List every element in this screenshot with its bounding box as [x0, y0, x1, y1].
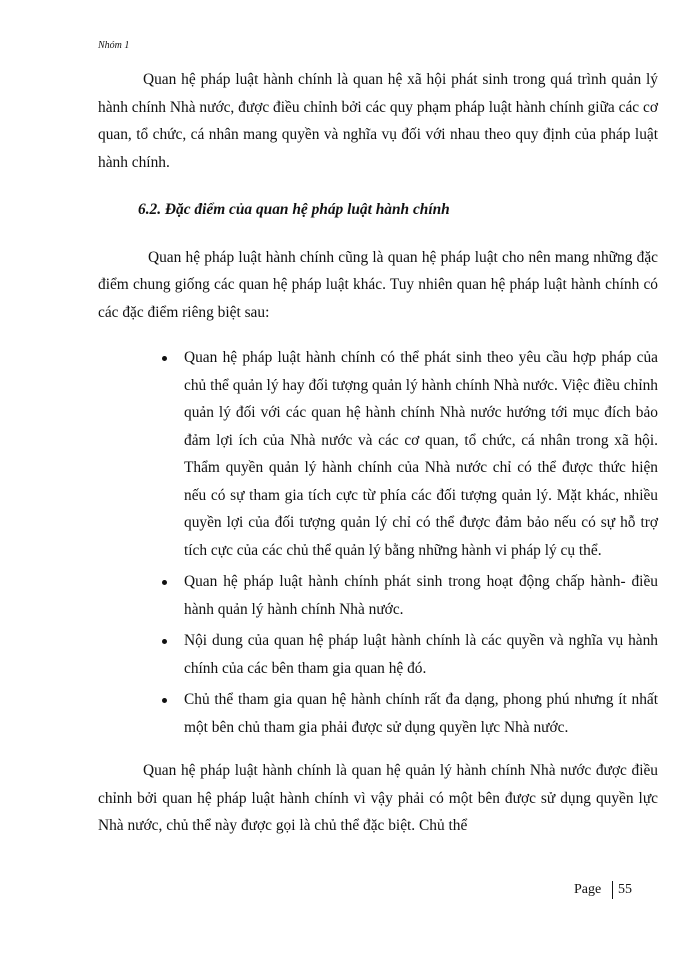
footer-page-label: Page: [574, 882, 602, 897]
bullet-item: [184, 686, 658, 741]
footer-divider: [612, 881, 613, 899]
bullet-dot-icon: [162, 356, 167, 361]
intro-paragraph: Quan hệ pháp luật hành chính là quan hệ xã hội phát sinh trong quá trình quản lý hành chính Nhà nước, được điều chỉnh bởi các quy phạm pháp luật hành chính giữa các cơ quan, tổ chức, cá nhân mang quyền và nghĩa vụ đối với nhau theo quy định của pháp luật hành chính.: [98, 71, 658, 171]
bullet-dot-icon: [162, 639, 167, 644]
bullet-item: [184, 627, 658, 682]
bullet-text: Quan hệ pháp luật hành chính phát sinh trong hoạt động chấp hành- điều hành quản lý hành chính Nhà nước.: [184, 573, 658, 618]
features-bullet-list: [98, 344, 658, 741]
bullet-dot-icon: [162, 580, 167, 585]
bullet-text: Chủ thể tham gia quan hệ hành chính rất đa dạng, phong phú nhưng ít nhất một bên chủ tham gia phải được sử dụng quyền lực Nhà nước.: [184, 691, 658, 736]
bullet-item: [184, 568, 658, 623]
page-header-group: Nhóm 1: [98, 40, 130, 51]
page-body: [98, 66, 658, 840]
bullet-dot-icon: [162, 698, 167, 703]
closing-paragraph: Quan hệ pháp luật hành chính là quan hệ quản lý hành chính Nhà nước được điều chỉnh bởi quan hệ pháp luật hành chính vì vậy phải có một bên được sử dụng quyền lực Nhà nước, chủ thể này được gọi là chủ thể đặc biệt. Chủ thể: [98, 762, 658, 834]
bullet-text: Nội dung của quan hệ pháp luật hành chính là các quyền và nghĩa vụ hành chính của các bên tham gia quan hệ đó.: [184, 632, 658, 677]
footer-page-number: 55: [618, 882, 632, 897]
section-heading: 6.2. Đặc điểm của quan hệ pháp luật hành chính: [138, 201, 450, 218]
bullet-item: [184, 344, 658, 564]
bullet-text: Quan hệ pháp luật hành chính có thể phát sinh theo yêu cầu hợp pháp của chủ thể quản lý hay đối tượng quản lý hành chính Nhà nước. Việc điều chỉnh quản lý đối với các quan hệ hành chính Nhà nước hướng tới mục đích bảo đảm lợi ích của Nhà nước và các cơ quan, tổ chức, cá nhân trong xã hội. Thẩm quyền quản lý hành chính của Nhà nước chỉ có thể được thức hiện nếu có sự tham gia tích cực từ phía các đối tượng quản lý. Mặt khác, nhiều quyền lợi của đối tượng quản lý chỉ có thể được đảm bảo nếu có sự hỗ trợ tích cực của các chủ thể quản lý bằng những hành vi pháp lý cụ thể.: [184, 349, 658, 559]
features-intro-paragraph: Quan hệ pháp luật hành chính cũng là quan hệ pháp luật cho nên mang những đặc điểm chung giống các quan hệ pháp luật khác. Tuy nhiên quan hệ pháp luật hành chính có các đặc điểm riêng biệt sau:: [98, 248, 658, 321]
